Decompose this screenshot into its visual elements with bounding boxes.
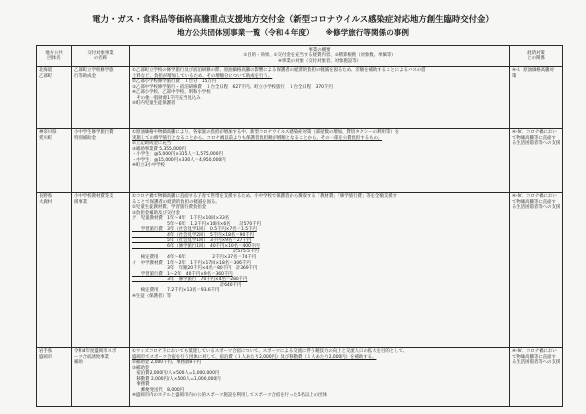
project-name-cell: 小中学生修学旅行費 特別補助金 (72, 129, 130, 193)
municipality-cell: 長野県 大鹿村 (37, 193, 72, 348)
project-name-cell: 令和4年度盛岡市スポ ーツ合宿誘致事業 補助 (72, 348, 130, 407)
header-municipality: 地方公共 団体名 (37, 46, 72, 67)
table-row (37, 193, 563, 348)
subtitle-text: 地方公共団体別事業一覧（令和４年度） (176, 28, 314, 37)
municipality-cell: 神奈川県 愛川町 (37, 129, 72, 193)
header-relation: 経済対策 との関係 (510, 46, 563, 67)
overview-cell: ①乙部町立学校の修学旅行及び宿泊研修の際、原油価格高騰の影響による保護者の経済的負担の軽減を図るため、差額を補助することによるバスの借 上料など、負担が増加しているため、その増額分について助成を行う。 ②乙部小学校修学旅行費 １台分 15万円 ③乙部中学校修学旅行・宿泊研修費 １台全日程 627千円、町立小学校旅行 １台全日程 370千円 ④乙部小学校、乙部中学校、明和小学校 その他一般財源1千円充当見込み ⑤町内児童生徒保護者 (130, 67, 510, 129)
document-subtitle (0, 28, 586, 38)
header-overview: 事業の概要 ①目的・効果、②交付金を充当する経費内容、③積算根拠（対象数、単価等） ④事業の対象（交付対象者、対象施設等） (130, 46, 510, 67)
table-header-row (37, 46, 563, 67)
subtitle-note: ※修学旅行等関係の事例 (325, 28, 409, 37)
municipality-cell: 岩手県 盛岡市 (37, 348, 72, 407)
relation-cell: ④-Ⅰ．原油価格高騰対 策 (510, 67, 563, 129)
table-row (37, 348, 563, 407)
overview-cell: ①ウィズコロナ下においても低迷しているスポーツ合宿について、スポーツによる交流に伴う競技力の向上と交流人口の拡大を目的として、 盛岡市でスポーツ合宿を行う団体に対して、宿泊費（１人あたり2,000円）及び移動費（１人あたり2,000円）を補助する。 ②補助金 2,000千円、事務費8千円 ③補助金 宿泊費2,000円/人×500人=1,000,000円 移動費 2,000円/人×500人=1,000,000円 事務費 郵便発送代 8,000円 ④盛岡市内のホテルと盛岡市内の公的スポーツ施設を利用してスポーツ合宿を行った5名以上の団体 (130, 348, 510, 407)
header-project-name: 交付対象事業 の名称 (72, 46, 130, 67)
relation-cell: ④-Ⅳ．コロナ禍におい て物価高騰等に直面す る生活困窮者等への支援 (510, 129, 563, 193)
table-row (37, 129, 563, 193)
relation-cell: ④-Ⅳ．コロナ禍におい て物価高騰等に直面す る生活困窮者等への支援 (510, 193, 563, 348)
project-name-cell: 小中学校教材費等支 援事業 (72, 193, 130, 348)
document-title: 電力・ガス・食料品等価格高騰重点支援地方交付金（新型コロナウイルス感染症対応地方創生臨時交付金） (92, 14, 494, 24)
project-name-cell: 乙部町立学校修学旅 行等助成金 (72, 67, 130, 129)
overview-cell: ①コロナ禍で物価高騰に直面する子育て世帯を支援するため、小中学校で保護者から徴収する「教材費」「修学旅行費」等を全額支援す ることで保護者の経済的負担の軽減を図る。 ②児童生徒教材費、学習旅行費負担金 ③負担金補助及び交付金 ア 児童教材費 1年～4年 1千円×10回×33名 5年～6年 1.2千円×10回×6名 計570千円 学習旅行費 3年（社会見学1回） 0.5千円×7名＝1.5千円 4年（社会見学2回） 5千円×18名＝90千円 5年（社会見学1回） 3千円×9名＝27千円 6年（修学旅行1回） 40千円×10名＝400千円 計575.5千円 検定費用 4年～6年 2千円×37名＝74千円 イ 中学教材費 1年～2年 1千円×17回×18名＝306千円 3年 年額20千円×4名＝80千円 計369千円 学習旅行費 1～2年 40千円×9名＝360千円 3年 修学旅行 70千円×4名＝280千円 計640千円 検定費用 7.2千円×13名＝93.6千円 ④生徒（保護者）等 (130, 193, 510, 348)
project-table (36, 45, 563, 407)
table-row (37, 67, 563, 129)
overview-cell: ①原油価格や物価高騰により、各家庭の負担が増加する中、新型コロナウイルス感染症対策（部屋数の増加、貸切タクシーの利用等）を 実施しての修学旅行となることから、コロナ禍以前よりも保護者負担額が増額となることから、その一部を公費負担するもの。 ②上記助成金に充当 ③補助事業費 5,355,000円 ・小学生：@5,000円×315人＝1,575,000円 ・中学生：@15,000円×330人＝4,950,000円 ④町立3小中学校 (130, 129, 510, 193)
municipality-cell: 北海道 乙部町 (37, 67, 72, 129)
relation-cell: ④-Ⅳ．コロナ禍におい て物価高騰等に直面す る生活困窮者等への支援 (510, 348, 563, 407)
